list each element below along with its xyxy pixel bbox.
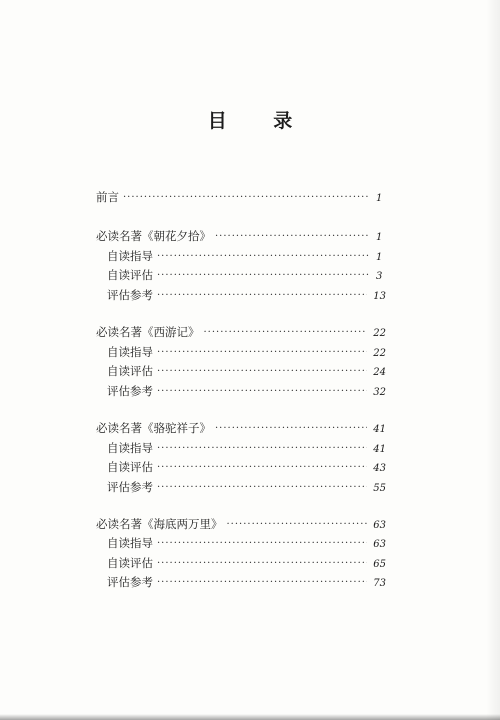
- toc-entry-label: 自读评估: [107, 268, 153, 282]
- page-bottom-shadow: [0, 714, 500, 720]
- toc-entry-label: 自读指导: [107, 441, 153, 455]
- toc-page-number: 1: [376, 193, 383, 204]
- toc-entry[interactable]: [107, 441, 386, 455]
- toc-entry-label: 自读评估: [107, 364, 153, 378]
- dot-leader: [215, 230, 370, 244]
- toc-entry[interactable]: [107, 536, 386, 550]
- toc-entry[interactable]: [107, 556, 386, 570]
- dot-leader: [157, 385, 367, 399]
- toc-entry[interactable]: [107, 460, 386, 474]
- toc-entry[interactable]: [107, 249, 386, 263]
- toc-page-number: 22: [373, 348, 386, 359]
- toc-entry[interactable]: [107, 575, 386, 589]
- toc-page-number: 1: [376, 232, 383, 243]
- toc-entry-label: 必读名著《骆驼祥子》: [96, 421, 211, 435]
- toc-entry-label: 自读评估: [107, 556, 153, 570]
- toc-page-number: 43: [373, 463, 386, 474]
- dot-leader: [157, 576, 367, 590]
- toc-entry-label: 评估参考: [107, 288, 153, 302]
- dot-leader: [157, 461, 367, 475]
- toc-entry-label: 必读名著《海底两万里》: [96, 517, 223, 531]
- toc-page-number: 63: [373, 539, 386, 550]
- dot-leader: [157, 537, 367, 551]
- toc-entry-label: 自读指导: [107, 249, 153, 263]
- dot-leader: [157, 289, 367, 303]
- toc-page-number: 73: [373, 578, 386, 589]
- dot-leader: [157, 365, 367, 379]
- toc-entry[interactable]: [107, 384, 386, 398]
- dot-leader: [157, 346, 367, 360]
- toc-page-number: 55: [373, 483, 386, 494]
- toc-section-heading[interactable]: [96, 325, 386, 339]
- toc-section-heading[interactable]: [96, 421, 386, 435]
- toc-entry-preface[interactable]: [96, 190, 386, 204]
- toc-page-number: 24: [373, 367, 386, 378]
- dot-leader: [157, 250, 370, 264]
- toc-section-heading[interactable]: [96, 229, 386, 243]
- toc-section-heading[interactable]: [96, 517, 386, 531]
- toc-entry-label: 自读评估: [107, 460, 153, 474]
- toc-entry[interactable]: [107, 345, 386, 359]
- toc-entry-label: 必读名著《西游记》: [96, 325, 200, 339]
- toc-entry[interactable]: [107, 364, 386, 378]
- toc-entry-label: 前言: [96, 190, 119, 204]
- dot-leader: [204, 326, 368, 340]
- toc-title: 目 录: [207, 110, 313, 132]
- toc-page-number: 1: [376, 252, 383, 263]
- toc-page-number: 63: [373, 520, 386, 531]
- dot-leader: [157, 481, 367, 495]
- toc-entry[interactable]: [107, 480, 386, 494]
- dot-leader: [215, 422, 367, 436]
- dot-leader: [157, 269, 370, 283]
- toc-page-number: 65: [373, 559, 386, 570]
- toc-page-number: 22: [373, 328, 386, 339]
- toc-entry-label: 自读指导: [107, 345, 153, 359]
- dot-leader: [157, 557, 367, 571]
- toc-page-number: 3: [376, 271, 383, 282]
- toc-entry-label: 评估参考: [107, 384, 153, 398]
- toc-entry[interactable]: [107, 268, 386, 282]
- dot-leader: [123, 191, 370, 205]
- toc-entry[interactable]: [107, 288, 386, 302]
- toc-entry-label: 必读名著《朝花夕拾》: [96, 229, 211, 243]
- dot-leader: [157, 442, 367, 456]
- toc-page-number: 32: [373, 387, 386, 398]
- toc-entry-label: 评估参考: [107, 480, 153, 494]
- toc-entry-label: 评估参考: [107, 575, 153, 589]
- toc-page-number: 41: [373, 424, 386, 435]
- toc-entry-label: 自读指导: [107, 536, 153, 550]
- dot-leader: [227, 518, 368, 532]
- toc-page-number: 41: [373, 444, 386, 455]
- toc-page-number: 13: [373, 291, 386, 302]
